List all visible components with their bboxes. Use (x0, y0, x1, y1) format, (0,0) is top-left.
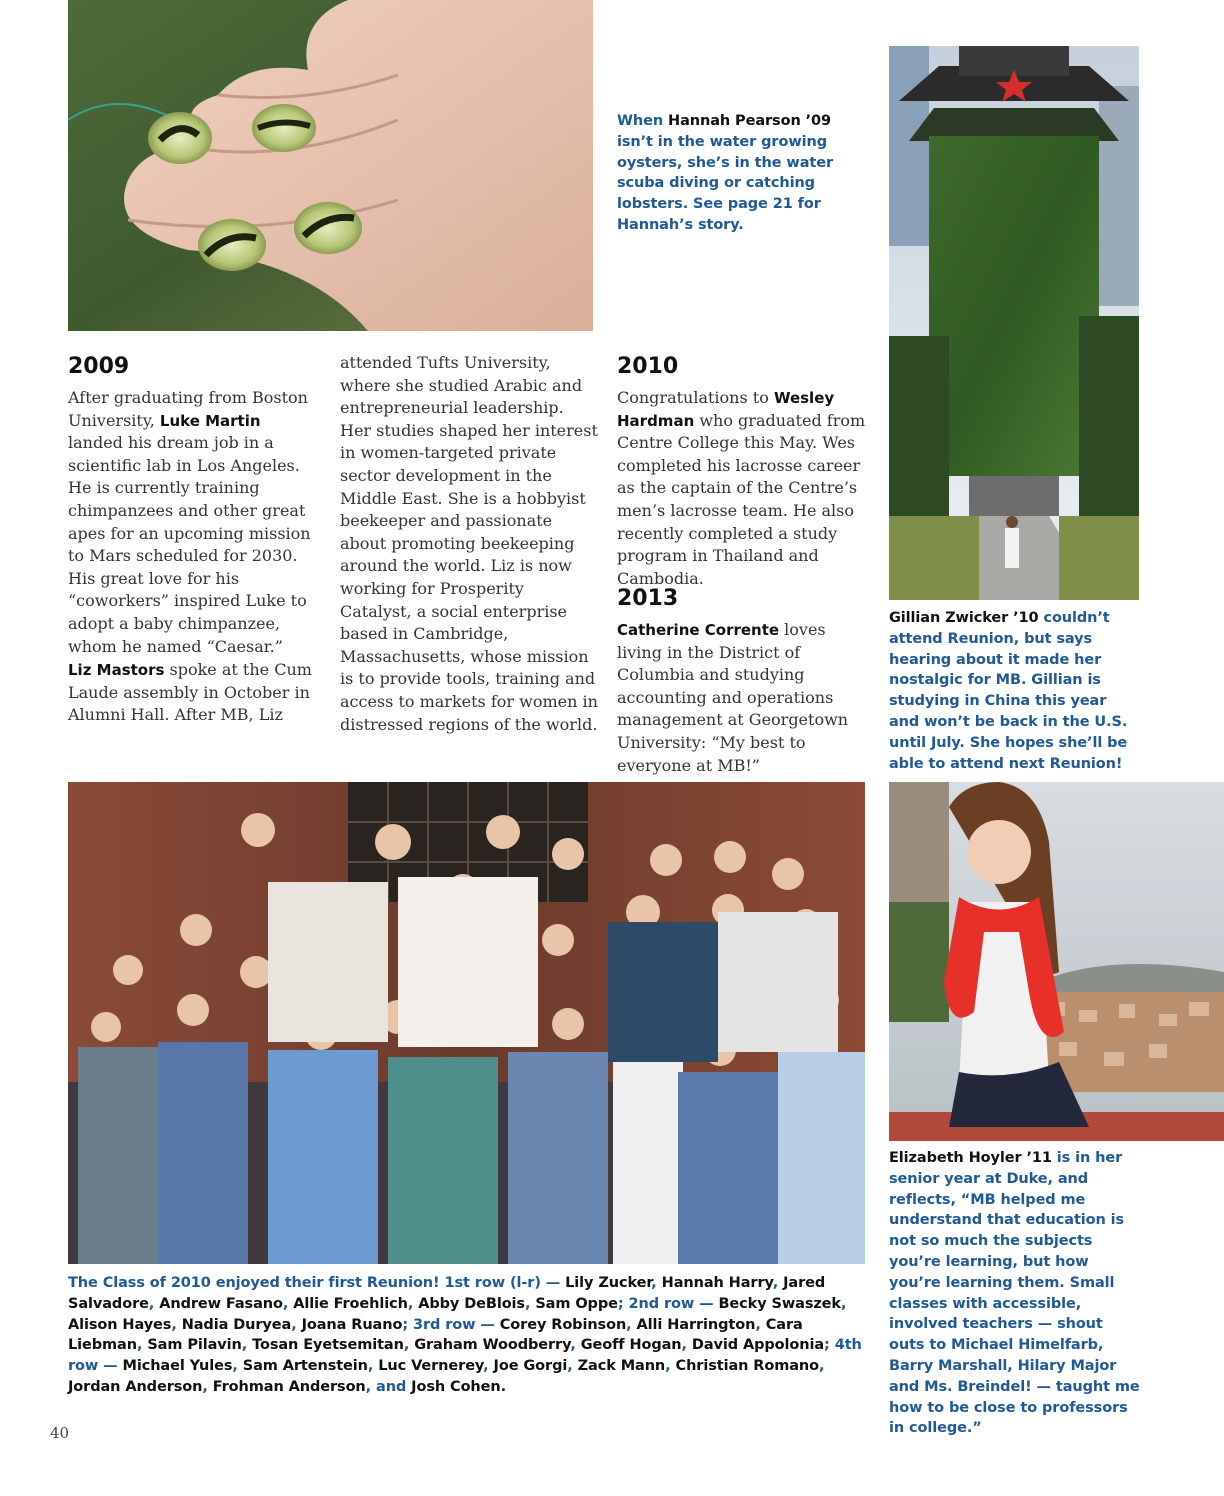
person-name: Becky Swaszek (718, 1295, 841, 1312)
text-2013-catherine (617, 619, 867, 777)
hannah-caption-post: isn’t in the water growing oysters, she’s in the water scuba diving or catching lobsters. See page 21 for Hannah’s story. (617, 133, 833, 233)
row1-label: 1st row (l-r) — (444, 1275, 566, 1291)
sep: , (681, 1337, 687, 1354)
sep: , (755, 1316, 761, 1333)
elizabeth-caption (889, 1148, 1141, 1439)
wesley-post: who graduated from Centre College this May. Wes completed his lacrosse career as the captain of the Centre’s men’s lacrosse team. He also recently completed a study program in Thailand and Cambodia. (617, 410, 866, 588)
gillian-caption (889, 608, 1141, 774)
text-2009-liz (68, 659, 320, 727)
text-2009-liz-continued: attended Tufts University, where she studied Arabic and entrepreneurial leadership. Her studies shaped her interest in women-targeted private sector development in the Middle East. She is a hobbyist beekeeper and passionate about promoting beekeeping around the world. Liz is now working for Prosperity Catalyst, a social enterprise based in Cambridge, Massachusetts, whose mission is to provide tools, training and access to markets for women in distressed regions of the world. (340, 353, 598, 734)
person-name: Luc Vernerey (378, 1358, 484, 1375)
hannah-caption-pre: When (617, 113, 669, 129)
person-name: Sam Oppe (535, 1295, 618, 1312)
hannah-caption (617, 111, 837, 236)
person-name: Sam Pilavin (147, 1337, 242, 1354)
sep: , (665, 1358, 671, 1375)
person-name: Lily Zucker (565, 1275, 652, 1291)
luke-pre: After graduating from Boston University, (68, 388, 308, 430)
person-name: Joana Ruano (301, 1316, 403, 1333)
sep: ; (402, 1316, 409, 1333)
person-name: Alison Hayes (68, 1316, 172, 1333)
sep: , (626, 1316, 632, 1333)
person-name: Zack Mann (577, 1358, 666, 1375)
person-name: Alli Harrington (636, 1316, 756, 1333)
person-name: Jared Salvadore (68, 1275, 826, 1312)
person-name: Allie Froehlich (293, 1295, 408, 1312)
elizabeth-name: Elizabeth Hoyler ’11 (889, 1150, 1052, 1166)
person-name: Joe Gorgi (493, 1358, 568, 1375)
sep: . (500, 1378, 507, 1395)
person-name: Tosan Eyetsemitan (252, 1337, 404, 1354)
person-name: Corey Robinson (499, 1316, 627, 1333)
person-name: Geoff Hogan (580, 1337, 682, 1354)
class-2010-caption (68, 1273, 868, 1398)
person-name: Graham Woodberry (414, 1337, 571, 1354)
sep: , (232, 1358, 238, 1375)
sep: , (772, 1275, 779, 1291)
sep: , (651, 1275, 657, 1291)
row3-label: 3rd row — (412, 1316, 500, 1333)
person-name: Christian Romano (675, 1358, 820, 1375)
luke-post: landed his dream job in a scientific lab in Los Angeles. He is currently training chimpanzees and other great apes for an upcoming mission to Mars scheduled for 2030. His great love for his “coworkers” inspired Luke to adopt a baby chimpanzee, whom he named “Caesar.” (68, 433, 311, 656)
person-name: Jordan Anderson (68, 1378, 203, 1395)
text-2010-wesley (617, 387, 867, 590)
sep: , (403, 1337, 410, 1354)
person-name: Nadia Duryea (181, 1316, 292, 1333)
oysters-photo (68, 0, 593, 331)
hannah-name: Hannah Pearson ’09 (668, 113, 831, 129)
sep: , (524, 1295, 531, 1312)
and-word: and (376, 1378, 407, 1395)
sep: , (567, 1358, 573, 1375)
person-name: Hannah Harry (661, 1275, 773, 1291)
class-reunion-photo (68, 782, 865, 1264)
luke-name: Luke Martin (159, 411, 261, 430)
sep: , (840, 1295, 847, 1312)
catherine-name: Catherine Corrente (617, 621, 780, 639)
tower-photo (889, 46, 1139, 600)
sep: , (365, 1378, 372, 1395)
sep: , (282, 1295, 289, 1312)
sep: , (819, 1358, 825, 1375)
sep: , (202, 1378, 208, 1395)
gillian-name: Gillian Zwicker ’10 (889, 610, 1039, 626)
row4-label: 4th row — (68, 1337, 862, 1375)
person-name: Andrew Fasano (159, 1295, 283, 1312)
liz-name: Liz Mastors (68, 661, 165, 679)
person-name: Abby DeBlois (418, 1295, 525, 1312)
sep: ; (617, 1295, 624, 1312)
sep: , (367, 1358, 374, 1375)
person-name: Sam Artenstein (242, 1358, 368, 1375)
person-name: David Appolonia (691, 1337, 825, 1354)
text-2009-luke (68, 387, 320, 658)
sep: ; (824, 1337, 830, 1354)
catherine-post: loves living in the District of Columbia and studying accounting and operations management at Georgetown University: “My best to everyone at MB!” (617, 620, 849, 775)
sep: , (171, 1316, 177, 1333)
page-number: 40 (50, 1424, 70, 1442)
sep: , (241, 1337, 248, 1354)
wesley-name: Wesley Hardman (617, 389, 835, 430)
liz-post: spoke at the Cum Laude assembly in October in Alumni Hall. After MB, Liz (68, 660, 312, 725)
gillian-caption-post: couldn’t attend Reunion, but says hearing about it made her nostalgic for MB. Gillian is studying in China this year and won’t be back in the U.S. until July. She hopes she’ll be able to attend next Reunion! (889, 610, 1128, 772)
sep: , (291, 1316, 297, 1333)
class-caption-intro: The Class of 2010 enjoyed their first Reunion! (68, 1275, 445, 1291)
person-name: Frohman Anderson (212, 1378, 366, 1395)
heading-2013: 2013 (617, 586, 679, 611)
wesley-pre: Congratulations to (617, 388, 774, 407)
elizabeth-caption-post: is in her senior year at Duke, and reflects, “MB helped me understand that education is not so much the subjects you’re learning, but how you’re learning them. Small classes with accessible, involved teachers — shout outs to Michael Himelfarb, Barry Marshall, Hilary Major and Ms. Breindel! — taught me how to be close to professors in college.” (889, 1150, 1140, 1437)
sep: , (570, 1337, 576, 1354)
person-name: Michael Yules (122, 1358, 233, 1375)
sep: , (148, 1295, 155, 1312)
elizabeth-photo (889, 782, 1224, 1141)
sep: , (407, 1295, 414, 1312)
person-name: Josh Cohen (411, 1378, 501, 1395)
heading-2009: 2009 (68, 354, 130, 379)
row2-label: 2nd row — (628, 1295, 719, 1312)
sep: , (483, 1358, 489, 1375)
sep: , (136, 1337, 143, 1354)
heading-2010: 2010 (617, 354, 679, 379)
person-name: Cara Liebman (68, 1316, 803, 1354)
